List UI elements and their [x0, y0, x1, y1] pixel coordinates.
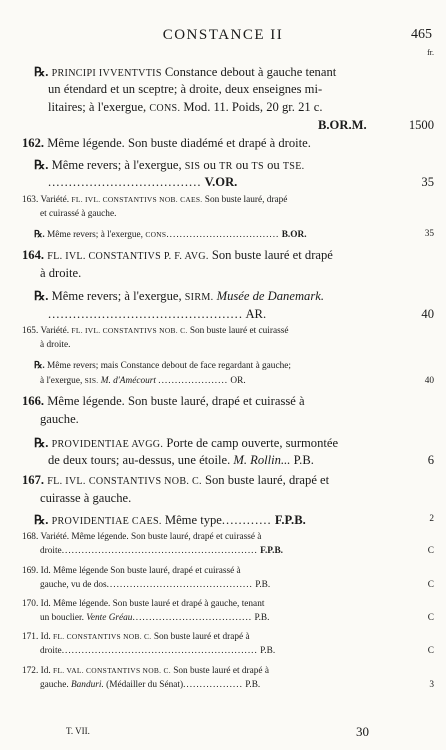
obverse-legend: FL. IVL. CONSTANTIVS NOB. CAES. — [71, 195, 203, 204]
reverse-legend: PROVIDENTIAE CAES. — [51, 516, 162, 527]
mint-mark: SIS. — [84, 376, 99, 385]
collection-name: M. Rollin... — [233, 453, 291, 467]
metal-grade: P.B. — [254, 613, 270, 623]
entry-description: Id. Même légende. Son buste lauré et drapé à gauche, tenant — [40, 599, 265, 609]
price: 2 — [429, 514, 434, 524]
entry-description: Son buste lauré et drapé — [211, 248, 333, 262]
leader-dots: .................................. — [166, 230, 280, 240]
obverse-legend: FL. IVL. CONSTANTIVS NOB. C. — [71, 326, 188, 335]
signature-mark: 30 — [356, 724, 369, 739]
mint-mark: TR — [219, 161, 233, 172]
entry-description: Variété. Même légende. Son buste lauré, drapé et cuirassé à — [40, 532, 262, 542]
obverse-legend: CONSTANTIVS NOB. C. — [88, 476, 202, 487]
metal-grade: P.B. — [245, 680, 261, 690]
entry-number: 172. — [22, 666, 39, 676]
entry-number: 170. — [22, 599, 39, 609]
entry-description: Son buste lauré et drapé à — [173, 666, 269, 676]
metal-grade: AR. — [245, 307, 267, 321]
reverse-symbol: ℞. — [34, 289, 49, 303]
mint-mark: SIS — [184, 161, 201, 172]
entry-number: 168. — [22, 532, 39, 542]
variety-label: Variété. — [40, 326, 70, 336]
leader-dots: ............ — [221, 513, 272, 527]
price: C — [427, 613, 434, 623]
reverse-symbol: ℞. — [34, 513, 49, 527]
reverse-description: Même revers; à l'exergue, — [51, 158, 182, 172]
id-label: Id. — [40, 666, 51, 676]
reverse-symbol: ℞. — [34, 436, 49, 450]
description-line: un étendard et un sceptre; à droite, deux enseignes mi- — [48, 82, 323, 96]
price: C — [427, 646, 434, 656]
variety-label: Variété. — [40, 195, 70, 205]
leader-dots: ............................................ — [106, 580, 253, 590]
description-line: à l'exergue, — [40, 376, 83, 386]
price: 6 — [427, 453, 434, 467]
price: 40 — [421, 307, 434, 321]
leader-dots: ........................................................... — [61, 646, 258, 656]
reverse-description: Porte de camp ouverte, surmontée — [166, 436, 339, 450]
description-line: droite — [40, 646, 62, 656]
leader-dots: .................. — [183, 680, 243, 690]
reverse-symbol: ℞. — [34, 361, 45, 371]
leader-dots: ..................... — [158, 376, 229, 386]
reverse-symbol: ℞. — [34, 230, 45, 240]
entry-description: Son buste lauré, drapé — [204, 195, 288, 205]
entry-number: 169. — [22, 566, 39, 576]
entry-description: Son buste lauré, drapé et — [205, 473, 330, 487]
metal-grade: OR. — [230, 376, 246, 386]
description-line: à droite. — [40, 266, 82, 280]
reverse-symbol: ℞. — [34, 65, 49, 79]
metal-grade: P.B. — [260, 646, 276, 656]
metal-grade: B.OR.M. — [318, 118, 367, 132]
exergue-mark: CONS. — [149, 103, 181, 114]
obverse-legend: FL. IVL. — [47, 476, 86, 487]
description-line: litaires; à l'exergue, — [48, 100, 147, 114]
entry-description: Son buste lauré et cuirassé — [189, 326, 289, 336]
collection-name: M. d'Amécourt — [100, 376, 156, 386]
obverse-legend: FL. CONSTANTIVS NOB. C. — [53, 632, 152, 641]
reverse-legend: PROVIDENTIAE AVGG. — [51, 439, 164, 450]
leader-dots: ..................................... — [48, 175, 202, 189]
entry-number: 171. — [22, 632, 39, 642]
description-line: gauche. — [40, 412, 79, 426]
mint-mark: TS — [251, 161, 264, 172]
reverse-description: Même revers; mais Constance debout de face regardant à gauche; — [47, 361, 291, 371]
obverse-legend: FL. IVL. CONSTANTIVS P. F. AVG. — [47, 251, 209, 262]
metal-grade: V.OR. — [204, 175, 238, 189]
reverse-description: Même revers; à l'exergue, — [47, 230, 143, 240]
price: 35 — [424, 229, 434, 239]
reverse-description: Même type — [164, 513, 222, 527]
entry-number: 164. — [22, 248, 45, 262]
collection-note: (Médailler du Sénat) — [106, 680, 184, 690]
entry-description: Son buste lauré et drapé à — [153, 632, 250, 642]
price: 35 — [421, 175, 434, 189]
metal-grade: F.P.B. — [274, 513, 306, 527]
description-line: et cuirassé à gauche. — [40, 209, 117, 219]
collection-name: Vente Gréau — [86, 613, 133, 623]
entry-description: Même légende. Son buste diadémé et drapé à droite. — [47, 136, 311, 150]
price: 3 — [429, 680, 434, 690]
description-line: à droite. — [40, 340, 71, 350]
mint-mark: SIRM. — [184, 292, 214, 303]
page-title: CONSTANCE II — [162, 27, 284, 43]
entry-number: 165. — [22, 326, 39, 336]
description-line: gauche, vu de dos — [40, 580, 107, 590]
entry-description: Id. Même légende Son buste lauré, drapé et cuirassé à — [40, 566, 241, 576]
reverse-symbol: ℞. — [34, 158, 49, 172]
price: 40 — [424, 376, 434, 386]
reverse-description: Constance debout à gauche tenant — [164, 65, 337, 79]
collection-name: Banduri. — [70, 680, 104, 690]
volume-label: T. VII. — [66, 726, 90, 736]
description-line: Mod. 11. Poids, 20 gr. 21 c. — [183, 100, 323, 114]
price: C — [427, 580, 434, 590]
connector: ou — [267, 158, 280, 172]
price: 1500 — [408, 118, 434, 132]
entry-number: 162. — [22, 136, 45, 150]
metal-grade: F.P.B. — [260, 546, 283, 556]
entry-number: 166. — [22, 394, 45, 408]
description-line: de deux tours; au-dessus, une étoile. — [48, 453, 231, 467]
description-line: gauche. — [40, 680, 69, 690]
leader-dots: ............................................... — [48, 307, 243, 321]
price: C — [427, 546, 434, 556]
collection-name: Musée de Danemark. — [216, 289, 324, 303]
connector: ou — [235, 158, 249, 172]
description-line: un bouclier. — [40, 613, 84, 623]
leader-dots: .................................... — [132, 613, 253, 623]
metal-grade: P.B. — [255, 580, 271, 590]
reverse-description: Même revers; à l'exergue, — [51, 289, 182, 303]
entry-number: 167. — [22, 473, 45, 487]
obverse-legend: FL. VAL. CONSTANTIVS NOB. C. — [53, 666, 171, 675]
id-label: Id. — [40, 632, 51, 642]
entry-description: Même légende. Son buste lauré, drapé et cuirassé à — [47, 394, 305, 408]
entry-number: 163. — [22, 195, 39, 205]
description-line: droite — [40, 546, 62, 556]
header-note: fr. — [427, 48, 434, 57]
mint-mark: CONS — [145, 230, 167, 239]
metal-grade: B.OR. — [281, 230, 307, 240]
metal-grade: P.B. — [293, 453, 314, 467]
reverse-legend: PRINCIPI IVVENTVTIS — [51, 68, 162, 79]
connector: ou — [203, 158, 216, 172]
page-number: 465 — [411, 27, 432, 42]
leader-dots: ........................................................... — [61, 546, 258, 556]
mint-mark: TSE. — [282, 161, 305, 172]
description-line: cuirasse à gauche. — [40, 491, 132, 505]
